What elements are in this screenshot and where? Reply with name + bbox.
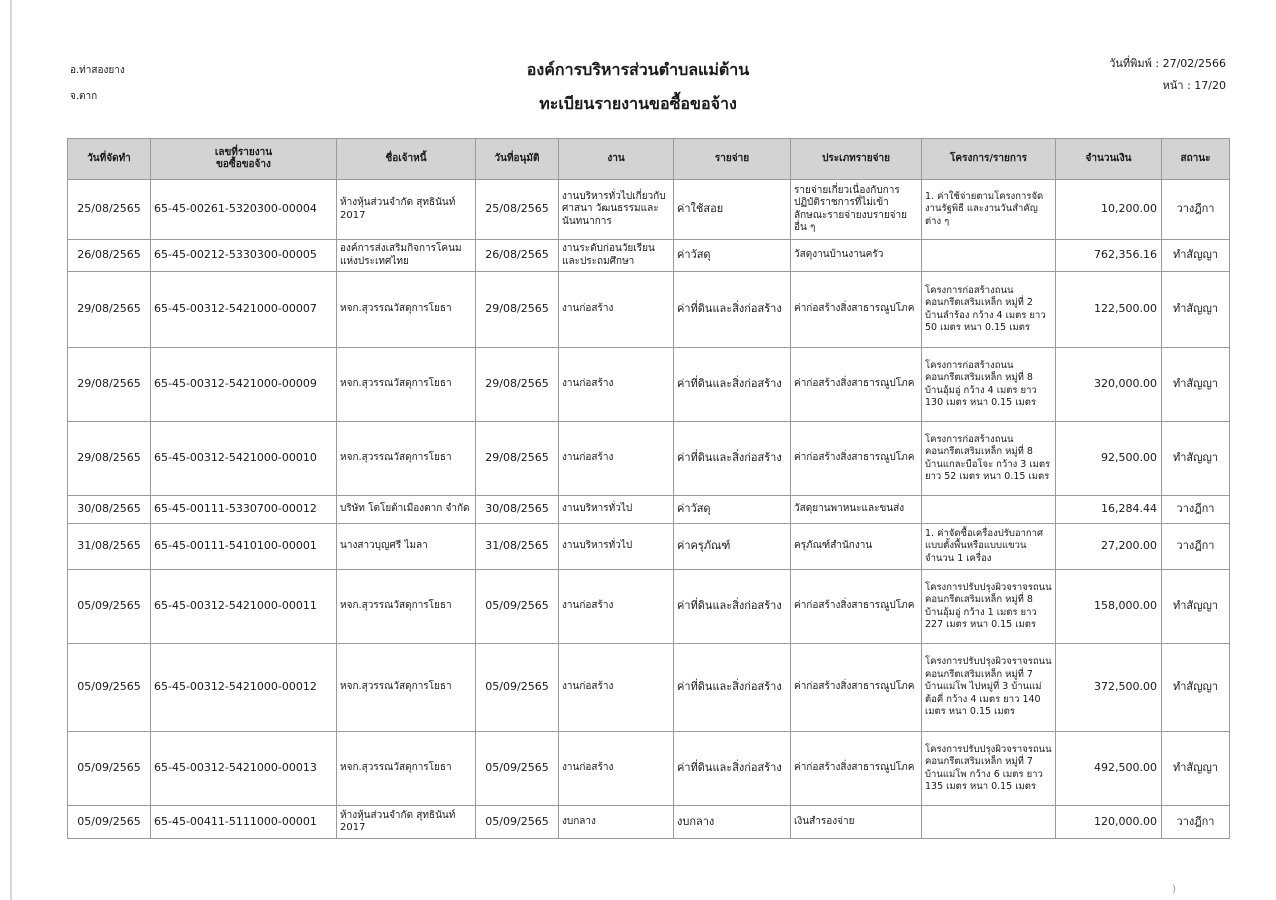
report-title: ทะเบียนรายงานขอซื้อขอจ้าง (539, 94, 737, 113)
cell-report-number: 65-45-00261-5320300-00004 (151, 180, 337, 240)
col-header-report-number: เลขที่รายงาน ขอซื้อขอจ้าง (151, 139, 337, 180)
cell-amount: 92,500.00 (1056, 422, 1162, 496)
cell-expense: ค่าที่ดินและสิ่งก่อสร้าง (674, 272, 791, 348)
cell-status: ทำสัญญา (1162, 348, 1230, 422)
table-header-row (68, 139, 1230, 180)
cell-status: ทำสัญญา (1162, 644, 1230, 732)
procurement-register-table (67, 138, 1230, 839)
table-row (68, 422, 1230, 496)
cell-approved-date: 29/08/2565 (476, 422, 559, 496)
cell-expense-type: ค่าก่อสร้างสิ่งสาธารณูปโภค (791, 272, 922, 348)
table-row (68, 496, 1230, 524)
province-label: จ.ตาก (70, 91, 98, 102)
table-body (68, 180, 1230, 839)
table-row (68, 272, 1230, 348)
cell-expense: ค่าวัสดุ (674, 240, 791, 272)
cell-expense-type: ค่าก่อสร้างสิ่งสาธารณูปโภค (791, 732, 922, 806)
cell-status: วางฎีกา (1162, 806, 1230, 839)
col-header-approved-date: วันที่อนุมัติ (476, 139, 559, 180)
cell-creditor: ห้างหุ้นส่วนจำกัด สุทธินันท์ 2017 (337, 806, 476, 839)
cell-status: วางฎีกา (1162, 180, 1230, 240)
cell-amount: 158,000.00 (1056, 570, 1162, 644)
scan-edge (10, 0, 12, 900)
cell-report-number: 65-45-00111-5330700-00012 (151, 496, 337, 524)
cell-creditor: บริษัท โตโยต้าเมืองตาก จำกัด (337, 496, 476, 524)
cell-expense: ค่าที่ดินและสิ่งก่อสร้าง (674, 348, 791, 422)
col-header-expense: รายจ่าย (674, 139, 791, 180)
cell-creditor: หจก.สุวรรณวัสดุการโยธา (337, 732, 476, 806)
cell-report-number: 65-45-00312-5421000-00009 (151, 348, 337, 422)
cell-report-number: 65-45-00312-5421000-00010 (151, 422, 337, 496)
col-header-created-date: วันที่จัดทำ (68, 139, 151, 180)
cell-created-date: 05/09/2565 (68, 570, 151, 644)
cell-expense-type: วัสดุยานพาหนะและขนส่ง (791, 496, 922, 524)
cell-expense-type: รายจ่ายเกี่ยวเนื่องกับการปฏิบัติราชการที่ไม่เข้าลักษณะรายจ่ายงบรายจ่ายอื่น ๆ (791, 180, 922, 240)
cell-expense-type: เงินสำรองจ่าย (791, 806, 922, 839)
cell-approved-date: 31/08/2565 (476, 524, 559, 570)
cell-created-date: 29/08/2565 (68, 272, 151, 348)
cell-work: งานบริหารทั่วไป (559, 524, 674, 570)
cell-report-number: 65-45-00312-5421000-00013 (151, 732, 337, 806)
cell-status: ทำสัญญา (1162, 272, 1230, 348)
cell-creditor: หจก.สุวรรณวัสดุการโยธา (337, 644, 476, 732)
cell-approved-date: 05/09/2565 (476, 570, 559, 644)
cell-approved-date: 29/08/2565 (476, 272, 559, 348)
col-header-status: สถานะ (1162, 139, 1230, 180)
cell-approved-date: 25/08/2565 (476, 180, 559, 240)
cell-creditor: หจก.สุวรรณวัสดุการโยธา (337, 348, 476, 422)
cell-approved-date: 26/08/2565 (476, 240, 559, 272)
cell-creditor: หจก.สุวรรณวัสดุการโยธา (337, 570, 476, 644)
cell-created-date: 26/08/2565 (68, 240, 151, 272)
cell-report-number: 65-45-00312-5421000-00007 (151, 272, 337, 348)
print-date: วันที่พิมพ์ : 27/02/2566 (1109, 57, 1226, 70)
cell-work: งานบริหารทั่วไป (559, 496, 674, 524)
col-header-expense-type: ประเภทรายจ่าย (791, 139, 922, 180)
cell-status: ทำสัญญา (1162, 732, 1230, 806)
cell-created-date: 31/08/2565 (68, 524, 151, 570)
district-label: อ.ท่าสองยาง (70, 65, 125, 76)
col-header-work: งาน (559, 139, 674, 180)
table-row (68, 732, 1230, 806)
page-number: หน้า : 17/20 (1162, 79, 1226, 92)
cell-work: งานก่อสร้าง (559, 422, 674, 496)
col-header-creditor: ชื่อเจ้าหนี้ (337, 139, 476, 180)
cell-expense-type: ค่าก่อสร้างสิ่งสาธารณูปโภค (791, 644, 922, 732)
cell-expense: ค่าที่ดินและสิ่งก่อสร้าง (674, 732, 791, 806)
cell-amount: 27,200.00 (1056, 524, 1162, 570)
cell-report-number: 65-45-00212-5330300-00005 (151, 240, 337, 272)
cell-amount: 320,000.00 (1056, 348, 1162, 422)
cell-approved-date: 05/09/2565 (476, 806, 559, 839)
cell-work: งานระดับก่อนวัยเรียนและประถมศึกษา (559, 240, 674, 272)
cell-created-date: 25/08/2565 (68, 180, 151, 240)
cell-work: งานก่อสร้าง (559, 570, 674, 644)
cell-project: โครงการปรับปรุงผิวจราจรถนนคอนกรีตเสริมเหล็ก หมู่ที่ 8 บ้านอุ้มอู่ กว้าง 1 เมตร ยาว 227 เมตร หนา 0.15 เมตร (922, 570, 1056, 644)
cell-project: โครงการก่อสร้างถนนคอนกรีตเสริมเหล็ก หมู่ที่ 8 บ้านแกละบือโจะ กว้าง 3 เมตร ยาว 52 เมตร หนา 0.15 เมตร (922, 422, 1056, 496)
cell-approved-date: 30/08/2565 (476, 496, 559, 524)
cell-expense: ค่าวัสดุ (674, 496, 791, 524)
cell-report-number: 65-45-00312-5421000-00011 (151, 570, 337, 644)
cell-work: งบกลาง (559, 806, 674, 839)
cell-amount: 16,284.44 (1056, 496, 1162, 524)
cell-work: งานก่อสร้าง (559, 348, 674, 422)
cell-project: 1. ค่าจัดซื้อเครื่องปรับอากาศแบบตั้งพื้นหรือแบบแขวน จำนวน 1 เครื่อง (922, 524, 1056, 570)
cell-expense: ค่าที่ดินและสิ่งก่อสร้าง (674, 422, 791, 496)
cell-amount: 120,000.00 (1056, 806, 1162, 839)
cell-amount: 122,500.00 (1056, 272, 1162, 348)
table-row (68, 570, 1230, 644)
cell-report-number: 65-45-00111-5410100-00001 (151, 524, 337, 570)
cell-expense-type: ค่าก่อสร้างสิ่งสาธารณูปโภค (791, 422, 922, 496)
cell-expense-type: ครุภัณฑ์สำนักงาน (791, 524, 922, 570)
col-header-project: โครงการ/รายการ (922, 139, 1056, 180)
cell-expense: ค่าใช้สอย (674, 180, 791, 240)
cell-approved-date: 05/09/2565 (476, 732, 559, 806)
cell-status: ทำสัญญา (1162, 422, 1230, 496)
cell-expense: ค่าที่ดินและสิ่งก่อสร้าง (674, 570, 791, 644)
cell-status: วางฎีกา (1162, 496, 1230, 524)
table-row (68, 806, 1230, 839)
cell-project (922, 806, 1056, 839)
table-row (68, 348, 1230, 422)
cell-amount: 492,500.00 (1056, 732, 1162, 806)
cell-creditor: หจก.สุวรรณวัสดุการโยธา (337, 272, 476, 348)
cell-project: โครงการก่อสร้างถนนคอนกรีตเสริมเหล็ก หมู่ที่ 2 บ้านลำร้อง กว้าง 4 เมตร ยาว 50 เมตร หนา 0.15 เมตร (922, 272, 1056, 348)
cell-created-date: 29/08/2565 (68, 422, 151, 496)
cell-report-number: 65-45-00411-5111000-00001 (151, 806, 337, 839)
table-row (68, 524, 1230, 570)
cell-expense: ค่าที่ดินและสิ่งก่อสร้าง (674, 644, 791, 732)
cell-amount: 10,200.00 (1056, 180, 1162, 240)
cell-project: โครงการปรับปรุงผิวจราจรถนนคอนกรีตเสริมเหล็ก หมู่ที่ 7 บ้านแม่โพ กว้าง 6 เมตร ยาว 135 เมตร หนา 0.15 เมตร (922, 732, 1056, 806)
cell-amount: 762,356.16 (1056, 240, 1162, 272)
cell-work: งานก่อสร้าง (559, 272, 674, 348)
cell-expense-type: ค่าก่อสร้างสิ่งสาธารณูปโภค (791, 570, 922, 644)
cell-expense-type: วัสดุงานบ้านงานครัว (791, 240, 922, 272)
cell-project: 1. ค่าใช้จ่ายตามโครงการจัดงานรัฐพิธี และงานวันสำคัญต่าง ๆ (922, 180, 1056, 240)
cell-report-number: 65-45-00312-5421000-00012 (151, 644, 337, 732)
cell-work: งานบริหารทั่วไปเกี่ยวกับศาสนา วัฒนธรรมและนันทนาการ (559, 180, 674, 240)
cell-created-date: 05/09/2565 (68, 806, 151, 839)
cell-work: งานก่อสร้าง (559, 732, 674, 806)
cell-approved-date: 05/09/2565 (476, 644, 559, 732)
table-row (68, 644, 1230, 732)
cell-creditor: หจก.สุวรรณวัสดุการโยธา (337, 422, 476, 496)
cell-project: โครงการปรับปรุงผิวจราจรถนนคอนกรีตเสริมเหล็ก หมู่ที่ 7 บ้านแม่โพ ไปหมู่ที่ 3 บ้านแม่ต้อคี่ กว้าง 4 เมตร ยาว 140 เมตร หนา 0.15 เมตร (922, 644, 1056, 732)
cell-created-date: 05/09/2565 (68, 644, 151, 732)
table-row (68, 180, 1230, 240)
cell-amount: 372,500.00 (1056, 644, 1162, 732)
cell-creditor: นางสาวบุญศรี ไมลา (337, 524, 476, 570)
col-header-amount: จำนวนเงิน (1056, 139, 1162, 180)
cell-status: ทำสัญญา (1162, 240, 1230, 272)
cell-created-date: 05/09/2565 (68, 732, 151, 806)
cell-expense: งบกลาง (674, 806, 791, 839)
cell-approved-date: 29/08/2565 (476, 348, 559, 422)
cell-created-date: 29/08/2565 (68, 348, 151, 422)
cell-creditor: ห้างหุ้นส่วนจำกัด สุทธินันท์ 2017 (337, 180, 476, 240)
cell-expense: ค่าครุภัณฑ์ (674, 524, 791, 570)
cell-project: โครงการก่อสร้างถนนคอนกรีตเสริมเหล็ก หมู่ที่ 8 บ้านอุ้มอู่ กว้าง 4 เมตร ยาว 130 เมตร หนา 0.15 เมตร (922, 348, 1056, 422)
cell-project (922, 496, 1056, 524)
cell-expense-type: ค่าก่อสร้างสิ่งสาธารณูปโภค (791, 348, 922, 422)
table-row (68, 240, 1230, 272)
org-title: องค์การบริหารส่วนตำบลแม่ต้าน (526, 60, 750, 79)
scan-mark: ) (1172, 884, 1176, 895)
cell-project (922, 240, 1056, 272)
cell-work: งานก่อสร้าง (559, 644, 674, 732)
cell-creditor: องค์การส่งเสริมกิจการโคนมแห่งประเทศไทย (337, 240, 476, 272)
cell-created-date: 30/08/2565 (68, 496, 151, 524)
cell-status: ทำสัญญา (1162, 570, 1230, 644)
cell-status: วางฎีกา (1162, 524, 1230, 570)
